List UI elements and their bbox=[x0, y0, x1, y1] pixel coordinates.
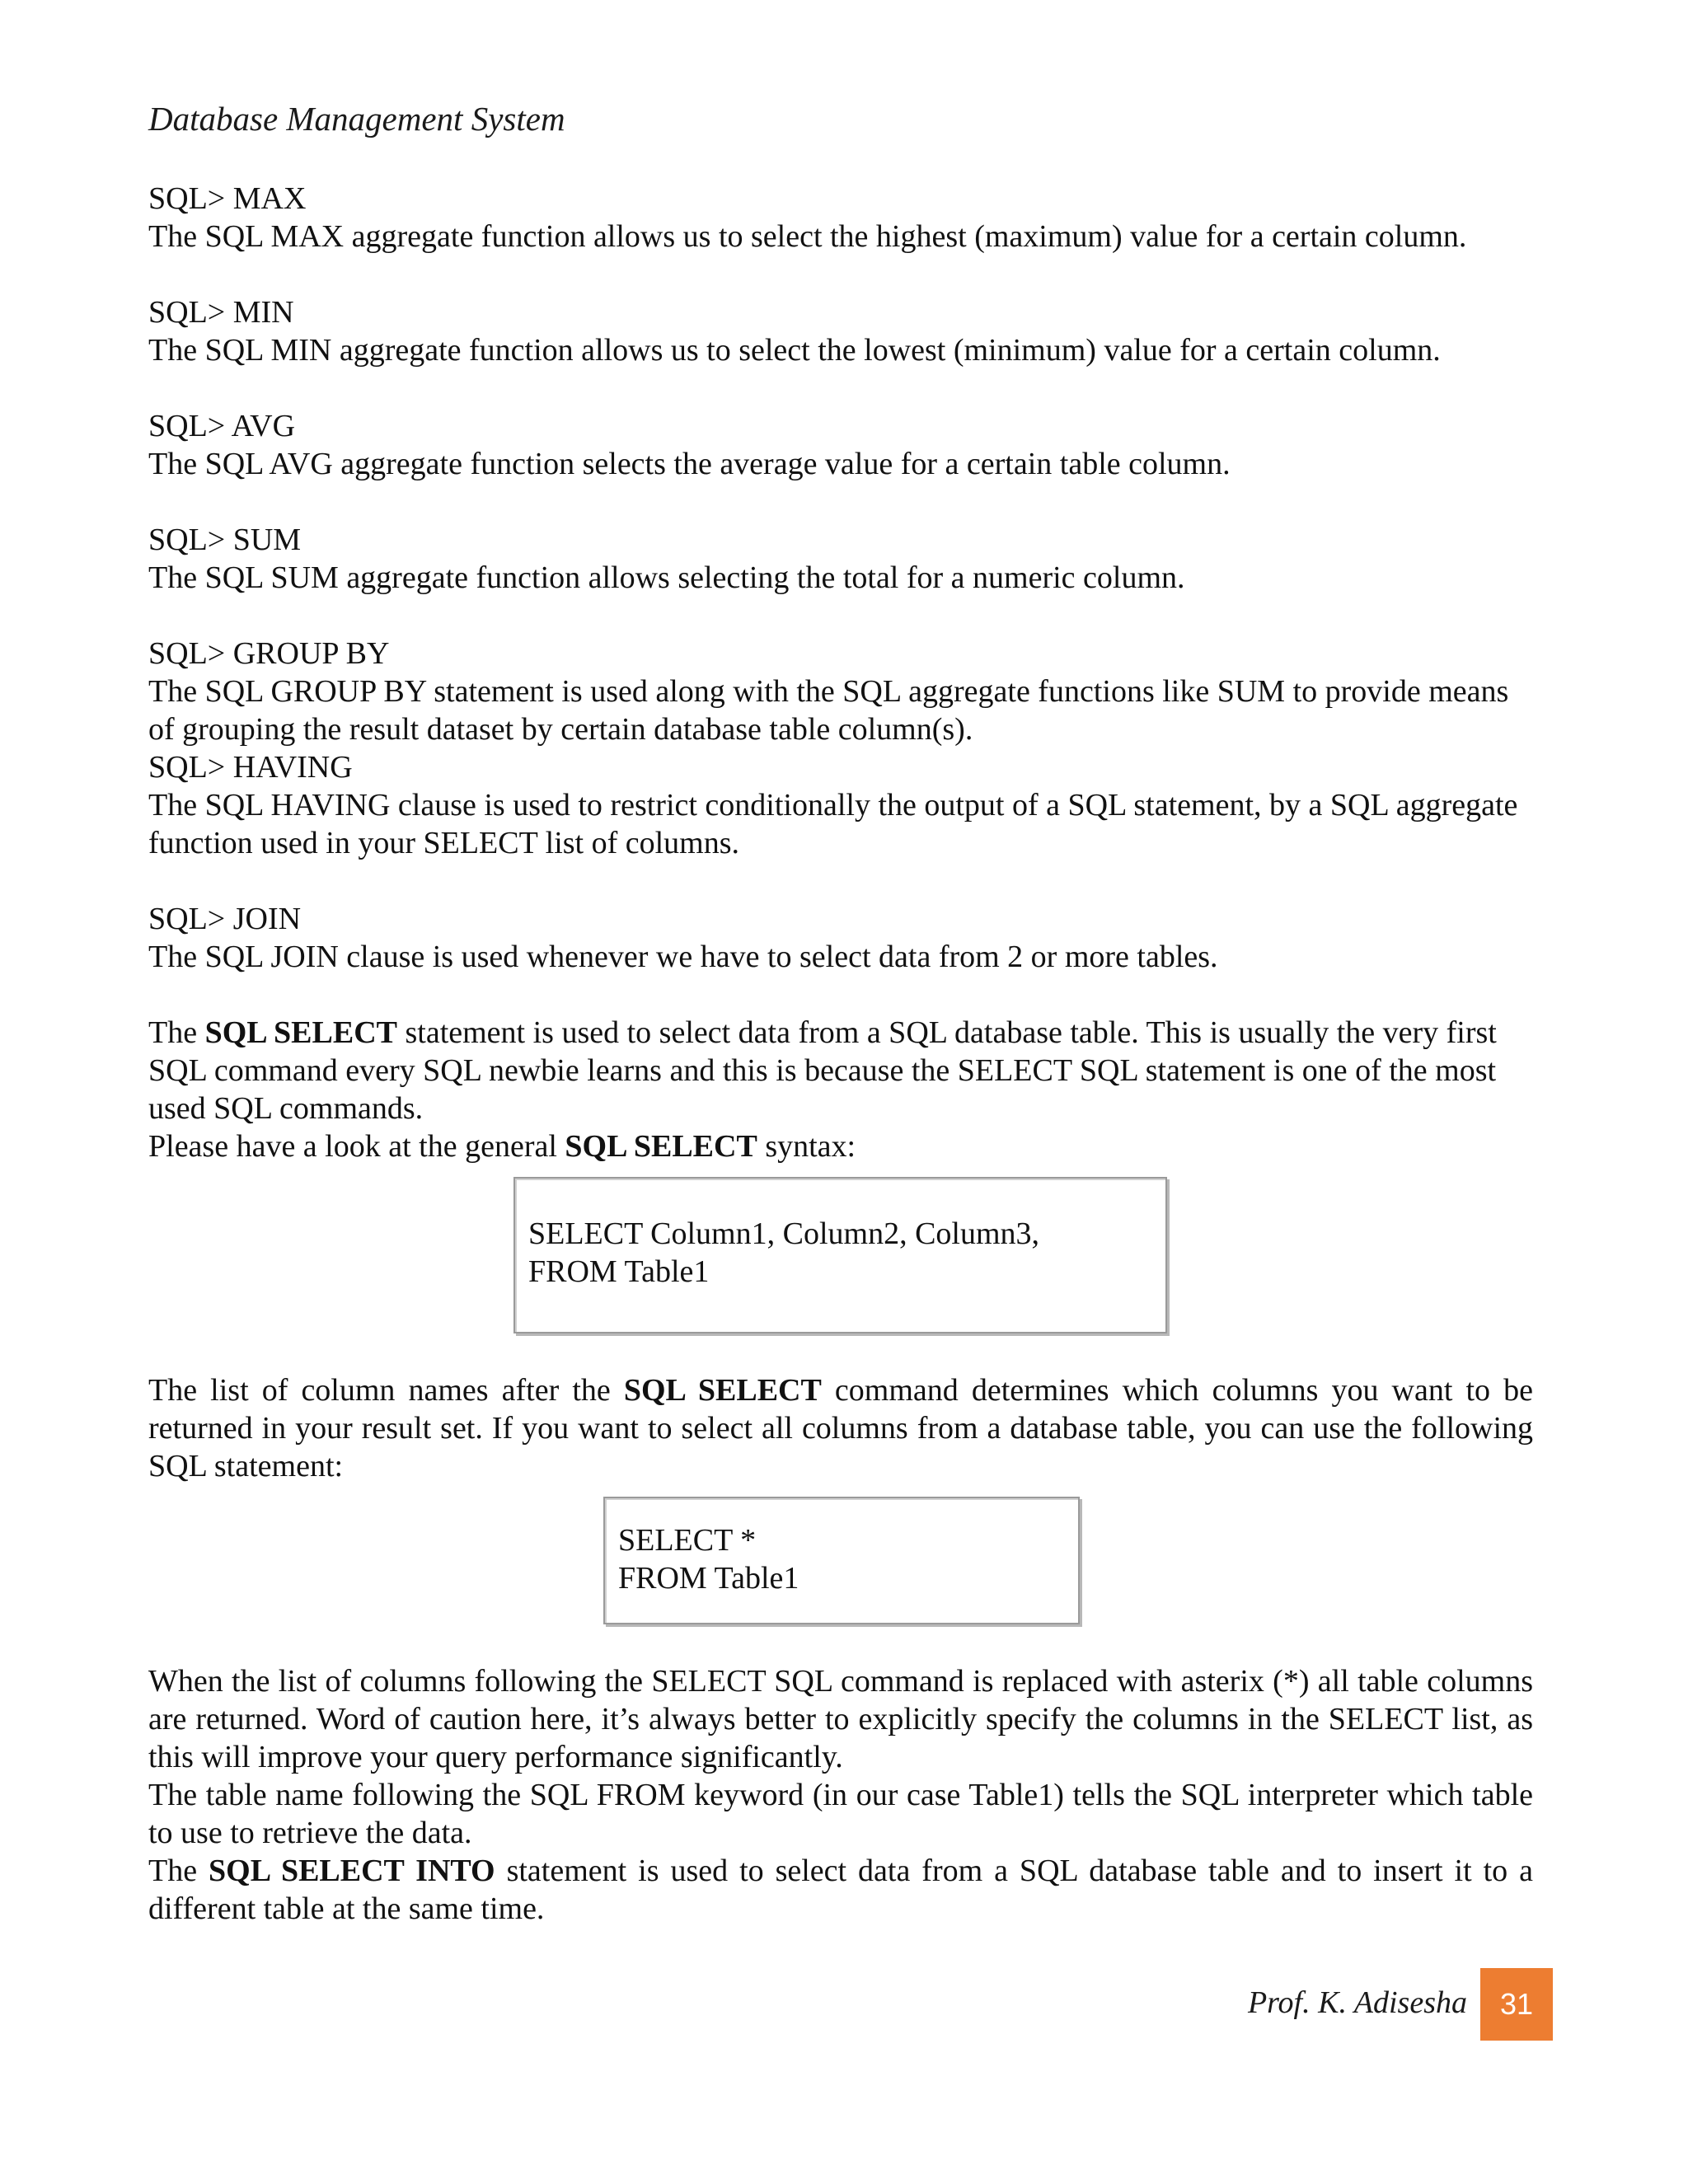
section-text-sum: The SQL SUM aggregate function allows selecting the total for a numeric column. bbox=[148, 560, 1185, 595]
select-intro-bold: SQL SELECT bbox=[204, 1015, 397, 1050]
into-para-pre: The bbox=[148, 1854, 209, 1888]
section-heading-group-by: SQL> GROUP BY bbox=[148, 636, 390, 671]
code-box-select-columns bbox=[513, 1177, 1167, 1333]
section-text-max: The SQL MAX aggregate function allows us to select the highest (maximum) value for a certain column. bbox=[148, 219, 1467, 254]
section-text-min: The SQL MIN aggregate function allows us to select the lowest (minimum) value for a certain column. bbox=[148, 333, 1441, 368]
into-para-post: statement is used to select data from a SQL database table and to insert it to a different table at the same time. bbox=[148, 1854, 1534, 1926]
section-heading-having: SQL> HAVING bbox=[148, 750, 353, 785]
section-heading-join: SQL> JOIN bbox=[148, 902, 302, 936]
columns-para-pre: The list of column names after the bbox=[148, 1373, 624, 1408]
section-heading-max: SQL> MAX bbox=[148, 181, 307, 216]
select-into-paragraph bbox=[148, 1852, 1533, 1928]
select-intro-pre: The bbox=[148, 1015, 205, 1050]
into-para-bold: SQL SELECT INTO bbox=[209, 1854, 495, 1888]
code-line: FROM Table1 bbox=[618, 1561, 799, 1596]
code-box-select-all bbox=[603, 1497, 1080, 1624]
columns-para-post: command determines which columns you want to be returned in your result set. If you want to select all columns from a database table, you can use the following SQL statement: bbox=[148, 1373, 1533, 1483]
select-intro-post: statement is used to select data from a SQL database table. This is usually the very first SQL command every SQL newbie learns and this is because the SELECT SQL statement is one of the most used SQL commands. bbox=[148, 1015, 1497, 1126]
section-text-group-by: The SQL GROUP BY statement is used along with the SQL aggregate functions like SUM to provide means of grouping the result dataset by certain database table column(s). bbox=[148, 674, 1509, 747]
page-number-badge: 31 bbox=[1480, 1968, 1553, 2041]
section-heading-avg: SQL> AVG bbox=[148, 409, 296, 443]
section-text-having: The SQL HAVING clause is used to restrict conditionally the output of a SQL statement, by a SQL aggregate function used in your SELECT list of columns. bbox=[148, 788, 1518, 860]
code-line: SELECT Column1, Column2, Column3, bbox=[528, 1216, 1040, 1251]
section-text-avg: The SQL AVG aggregate function selects the average value for a certain table column. bbox=[148, 447, 1231, 481]
syntax-line-bold: SQL SELECT bbox=[565, 1129, 757, 1164]
columns-paragraph bbox=[148, 1371, 1533, 1485]
syntax-line-pre: Please have a look at the general bbox=[148, 1129, 565, 1164]
syntax-line-post: syntax: bbox=[757, 1129, 856, 1164]
asterix-paragraph: When the list of columns following the SELECT SQL command is replaced with asterix (*) all table columns are returned. Word of caution here, it’s always better to explicitly specify the columns in the SELECT list, as this will improve your query performance significantly. bbox=[148, 1664, 1533, 1774]
syntax-line bbox=[148, 1127, 1533, 1165]
select-intro-paragraph bbox=[148, 1014, 1533, 1127]
section-heading-sum: SQL> SUM bbox=[148, 523, 302, 557]
from-paragraph: The table name following the SQL FROM keyword (in our case Table1) tells the SQL interpreter which table to use to retrieve the data. bbox=[148, 1778, 1533, 1850]
footer-author: Prof. K. Adisesha bbox=[1247, 1985, 1467, 2020]
page-header-title: Database Management System bbox=[148, 100, 565, 138]
section-text-join: The SQL JOIN clause is used whenever we have to select data from 2 or more tables. bbox=[148, 940, 1218, 974]
code-line: FROM Table1 bbox=[528, 1254, 710, 1289]
columns-para-bold: SQL SELECT bbox=[623, 1373, 822, 1408]
page-content bbox=[148, 180, 1533, 1928]
section-heading-min: SQL> MIN bbox=[148, 295, 294, 330]
code-line: SELECT * bbox=[618, 1523, 757, 1558]
